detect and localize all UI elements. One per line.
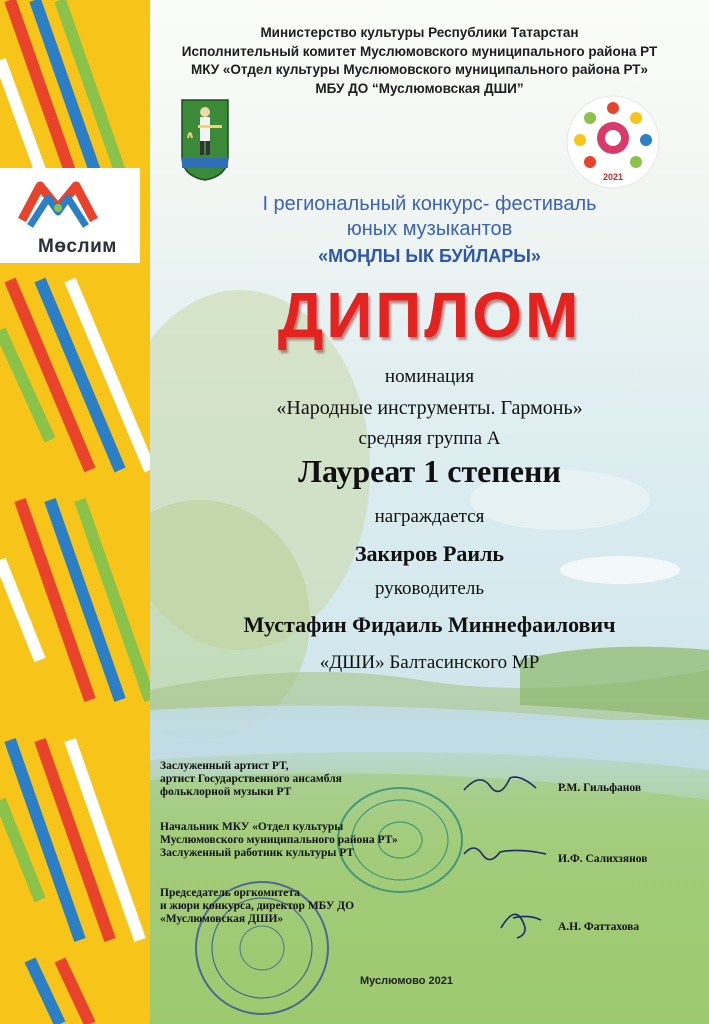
signatory-3-title: Председатель оргкомитета и жюри конкурса, директор МБУ ДО «Муслюмовская ДШИ»	[160, 887, 355, 925]
organization-line: Исполнительный комитет Муслюмовского муниципального района РТ	[181, 43, 658, 59]
award-title: Лауреат 1 степени	[298, 453, 561, 489]
signatory-2-title: Начальник МКУ «Отдел культуры Муслюмовского муниципального района РТ» Заслуженный работник культуры РТ	[160, 821, 398, 859]
organization-line: Министерство культуры Республики Татарстан	[260, 25, 579, 40]
leader-name: Мустафин Фидаиль Миннефаилович	[243, 612, 616, 637]
recipient-name: Закиров Раиль	[354, 541, 505, 566]
moslim-logo-text: Мөслим	[38, 236, 117, 257]
ornament-stripes	[0, 0, 150, 1024]
signatory-1-name: Р.М. Гильфанов	[558, 782, 642, 794]
festival-emblem-year: 2021	[602, 172, 624, 182]
organization-line: МКУ «Отдел культуры Муслюмовского муниципального района РТ»	[190, 62, 649, 77]
festival-emblem	[558, 92, 668, 192]
moslim-logo-mark	[0, 168, 140, 238]
signatory-1-title: Заслуженный артист РТ, артист Государственного ансамбля фольклорной музыки РТ	[160, 760, 342, 798]
signatory-2-name: И.Ф. Салихзянов	[558, 853, 648, 865]
place-and-year: Муслюмово 2021	[360, 975, 453, 987]
contest-line-2: юных музыкантов	[346, 218, 513, 240]
left-ornament-strip	[0, 0, 150, 1024]
school-name: «ДШИ» Балтасинского МР	[319, 652, 540, 673]
signature-2	[460, 840, 550, 864]
coat-of-arms-icon	[180, 98, 230, 182]
awarded-label: награждается	[374, 506, 485, 527]
contest-line-1: I региональный конкурс- фестиваль	[262, 193, 597, 215]
leader-label: руководитель	[374, 578, 485, 599]
organizations-header	[130, 24, 709, 98]
signature-3	[495, 898, 545, 944]
diploma-title: ДИПЛОМ	[277, 279, 582, 351]
organization-line: МБУ ДО “Муслюмовская ДШИ”	[315, 80, 524, 96]
signatory-3-name: А.Н. Фаттахова	[558, 921, 640, 933]
age-group: средняя группа А	[358, 428, 501, 449]
nomination: «Народные инструменты. Гармонь»	[276, 397, 583, 419]
contest-title	[150, 192, 709, 269]
nomination-label: номинация	[384, 366, 475, 387]
signature-1	[460, 768, 540, 798]
contest-name: «МОҢЛЫ ЫК БУЙЛАРЫ»	[318, 246, 541, 266]
